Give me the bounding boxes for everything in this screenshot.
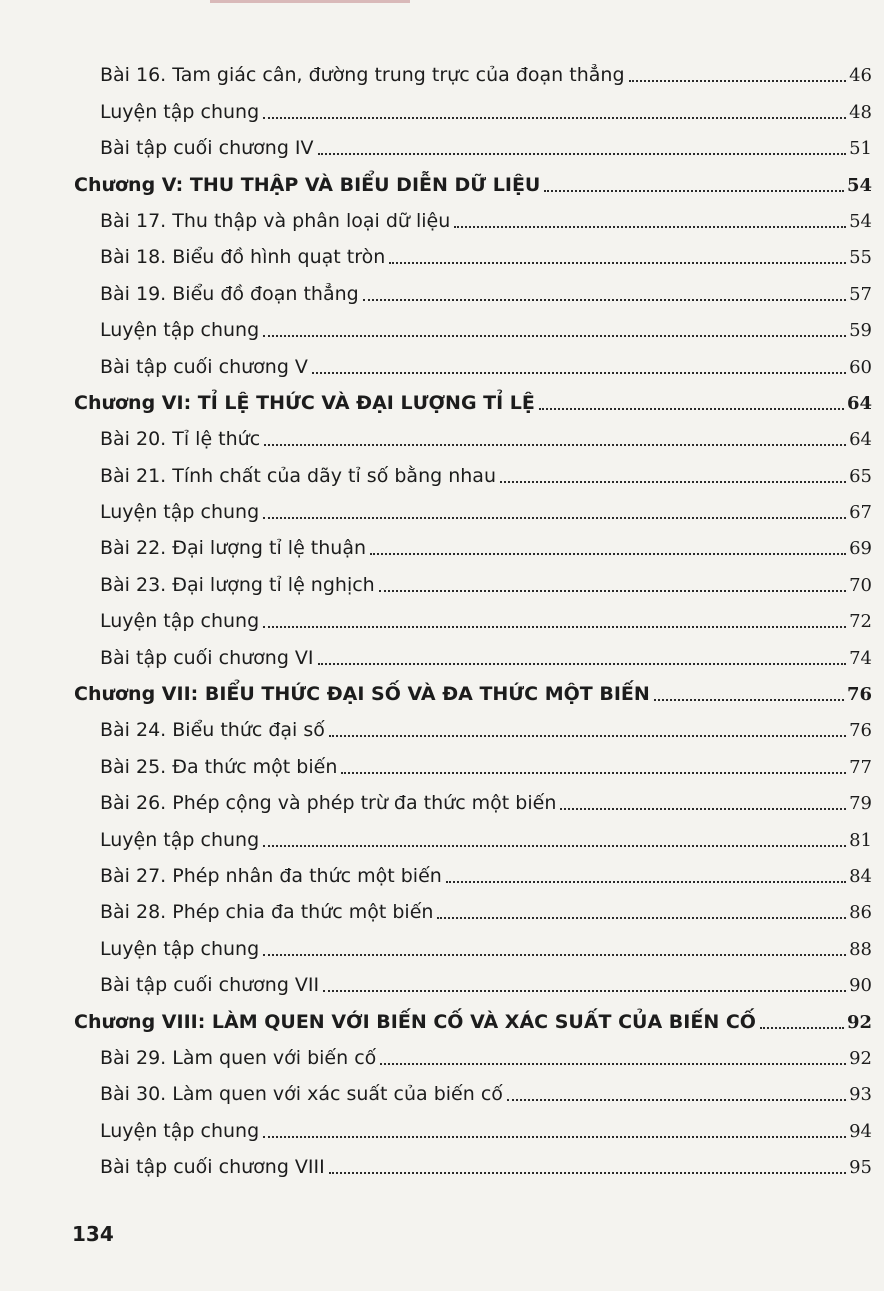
toc-entry-title: Luyện tập chung	[100, 937, 260, 960]
toc-entry-title: Luyện tập chung	[100, 1119, 260, 1142]
toc-entry-title: Bài tập cuối chương IV	[100, 137, 314, 160]
toc-entry-page: 76	[846, 684, 872, 706]
dot-leader	[323, 990, 846, 992]
toc-lesson-entry	[0, 1039, 884, 1075]
toc-entry-title: Chương VI: TỈ LỆ THỨC VÀ ĐẠI LƯỢNG TỈ LỆ	[74, 391, 535, 414]
toc-entry-page: 72	[849, 611, 872, 633]
dot-leader	[363, 299, 846, 301]
dot-leader	[264, 444, 846, 446]
toc-entry-title: Bài 30. Làm quen với xác suất của biến cố	[100, 1083, 503, 1106]
dot-leader	[263, 335, 846, 337]
toc-entry-title: Chương VIII: LÀM QUEN VỚI BIẾN CỐ VÀ XÁC SUẤT CỦA BIẾN CỐ	[74, 1010, 756, 1033]
toc-entry-page: 92	[846, 1011, 872, 1033]
toc-lesson-entry	[0, 274, 884, 310]
toc-entry-title: Bài 26. Phép cộng và phép trừ đa thức một biến	[100, 792, 557, 815]
dot-leader	[437, 917, 846, 919]
toc-lesson-entry	[0, 784, 884, 820]
toc-entry-title: Bài tập cuối chương VII	[100, 974, 320, 997]
toc-lesson-entry	[0, 1075, 884, 1111]
toc-entry-page: 55	[849, 247, 872, 269]
toc-entry-page: 93	[849, 1084, 872, 1106]
dot-leader	[500, 481, 846, 483]
toc-entry-page: 46	[849, 65, 872, 87]
toc-entry-title: Chương V: THU THẬP VÀ BIỂU DIỄN DỮ LIỆU	[74, 173, 541, 196]
toc-chapter-entry	[0, 675, 884, 711]
dot-leader	[507, 1099, 846, 1101]
toc-entry-page: 54	[846, 174, 872, 196]
dot-leader	[329, 735, 846, 737]
dot-leader	[544, 190, 844, 192]
toc-lesson-entry	[0, 238, 884, 274]
dot-leader	[629, 80, 847, 82]
table-of-contents	[0, 56, 884, 1184]
toc-lesson-entry	[0, 56, 884, 92]
dot-leader	[370, 553, 846, 555]
dot-leader	[312, 372, 846, 374]
toc-entry-page: 65	[849, 465, 872, 487]
toc-entry-page: 57	[849, 283, 872, 305]
toc-entry-title: Bài 24. Biểu thức đại số	[100, 719, 325, 742]
dot-leader	[446, 881, 846, 883]
toc-lesson-entry	[0, 347, 884, 383]
toc-lesson-entry	[0, 311, 884, 347]
toc-entry-page: 70	[849, 574, 872, 596]
toc-entry-title: Bài tập cuối chương VIII	[100, 1156, 325, 1179]
toc-chapter-entry	[0, 384, 884, 420]
toc-entry-title: Luyện tập chung	[100, 100, 260, 123]
toc-entry-page: 88	[849, 938, 872, 960]
toc-lesson-entry	[0, 129, 884, 165]
toc-entry-title: Bài 29. Làm quen với biến cố	[100, 1046, 377, 1069]
toc-lesson-entry	[0, 638, 884, 674]
toc-lesson-entry	[0, 929, 884, 965]
toc-entry-page: 51	[849, 138, 872, 160]
toc-entry-page: 60	[849, 356, 872, 378]
toc-entry-page: 79	[849, 793, 872, 815]
dot-leader	[329, 1172, 846, 1174]
toc-lesson-entry	[0, 92, 884, 128]
toc-entry-title: Bài 19. Biểu đồ đoạn thẳng	[100, 282, 359, 305]
toc-lesson-entry	[0, 747, 884, 783]
toc-entry-title: Luyện tập chung	[100, 501, 260, 524]
dot-leader	[654, 699, 844, 701]
dot-leader	[539, 408, 844, 410]
dot-leader	[389, 262, 846, 264]
top-decorative-rule	[210, 0, 410, 3]
toc-entry-title: Chương VII: BIỂU THỨC ĐẠI SỐ VÀ ĐA THỨC MỘT BIẾN	[74, 683, 650, 706]
toc-entry-page: 64	[846, 392, 872, 414]
toc-entry-title: Bài 23. Đại lượng tỉ lệ nghịch	[100, 573, 375, 596]
toc-chapter-entry	[0, 165, 884, 201]
toc-entry-title: Luyện tập chung	[100, 828, 260, 851]
toc-lesson-entry	[0, 820, 884, 856]
toc-lesson-entry	[0, 456, 884, 492]
toc-entry-page: 76	[849, 720, 872, 742]
dot-leader	[341, 772, 846, 774]
dot-leader	[379, 590, 846, 592]
toc-entry-page: 59	[849, 320, 872, 342]
toc-entry-title: Bài 16. Tam giác cân, đường trung trực của đoạn thẳng	[100, 64, 625, 87]
dot-leader	[560, 808, 846, 810]
toc-entry-title: Bài 20. Tỉ lệ thức	[100, 428, 261, 451]
toc-entry-title: Bài 25. Đa thức một biến	[100, 755, 338, 778]
toc-entry-page: 77	[849, 756, 872, 778]
toc-entry-page: 86	[849, 902, 872, 924]
toc-lesson-entry	[0, 1148, 884, 1184]
toc-lesson-entry	[0, 529, 884, 565]
dot-leader	[263, 517, 846, 519]
toc-entry-page: 90	[849, 975, 872, 997]
toc-lesson-entry	[0, 493, 884, 529]
toc-lesson-entry	[0, 711, 884, 747]
toc-lesson-entry	[0, 1111, 884, 1147]
toc-entry-title: Bài 18. Biểu đồ hình quạt tròn	[100, 246, 386, 269]
dot-leader	[380, 1063, 846, 1065]
toc-entry-page: 94	[849, 1120, 872, 1142]
toc-entry-page: 92	[849, 1047, 872, 1069]
toc-lesson-entry	[0, 893, 884, 929]
toc-entry-page: 64	[849, 429, 872, 451]
toc-entry-page: 48	[849, 101, 872, 123]
toc-entry-title: Bài 28. Phép chia đa thức một biến	[100, 901, 434, 924]
toc-entry-title: Bài 22. Đại lượng tỉ lệ thuận	[100, 537, 367, 560]
dot-leader	[263, 626, 846, 628]
dot-leader	[263, 845, 846, 847]
dot-leader	[318, 153, 847, 155]
toc-lesson-entry	[0, 202, 884, 238]
dot-leader	[263, 954, 846, 956]
toc-entry-title: Bài 27. Phép nhân đa thức một biến	[100, 864, 442, 887]
toc-entry-title: Bài 17. Thu thập và phân loại dữ liệu	[100, 209, 451, 232]
toc-entry-title: Luyện tập chung	[100, 610, 260, 633]
toc-lesson-entry	[0, 857, 884, 893]
dot-leader	[263, 1136, 846, 1138]
toc-chapter-entry	[0, 1002, 884, 1038]
toc-entry-title: Bài 21. Tính chất của dãy tỉ số bằng nhau	[100, 464, 496, 487]
page-number: 134	[72, 1222, 114, 1246]
toc-entry-page: 95	[849, 1157, 872, 1179]
toc-entry-page: 54	[849, 210, 872, 232]
toc-entry-page: 81	[849, 829, 872, 851]
toc-lesson-entry	[0, 420, 884, 456]
toc-entry-page: 84	[849, 865, 872, 887]
toc-lesson-entry	[0, 602, 884, 638]
toc-lesson-entry	[0, 966, 884, 1002]
toc-lesson-entry	[0, 565, 884, 601]
toc-entry-title: Bài tập cuối chương VI	[100, 646, 314, 669]
toc-entry-title: Luyện tập chung	[100, 319, 260, 342]
dot-leader	[318, 663, 847, 665]
dot-leader	[760, 1027, 844, 1029]
dot-leader	[263, 117, 846, 119]
toc-entry-page: 67	[849, 502, 872, 524]
toc-entry-page: 69	[849, 538, 872, 560]
dot-leader	[454, 226, 846, 228]
toc-entry-page: 74	[849, 647, 872, 669]
toc-entry-title: Bài tập cuối chương V	[100, 355, 308, 378]
